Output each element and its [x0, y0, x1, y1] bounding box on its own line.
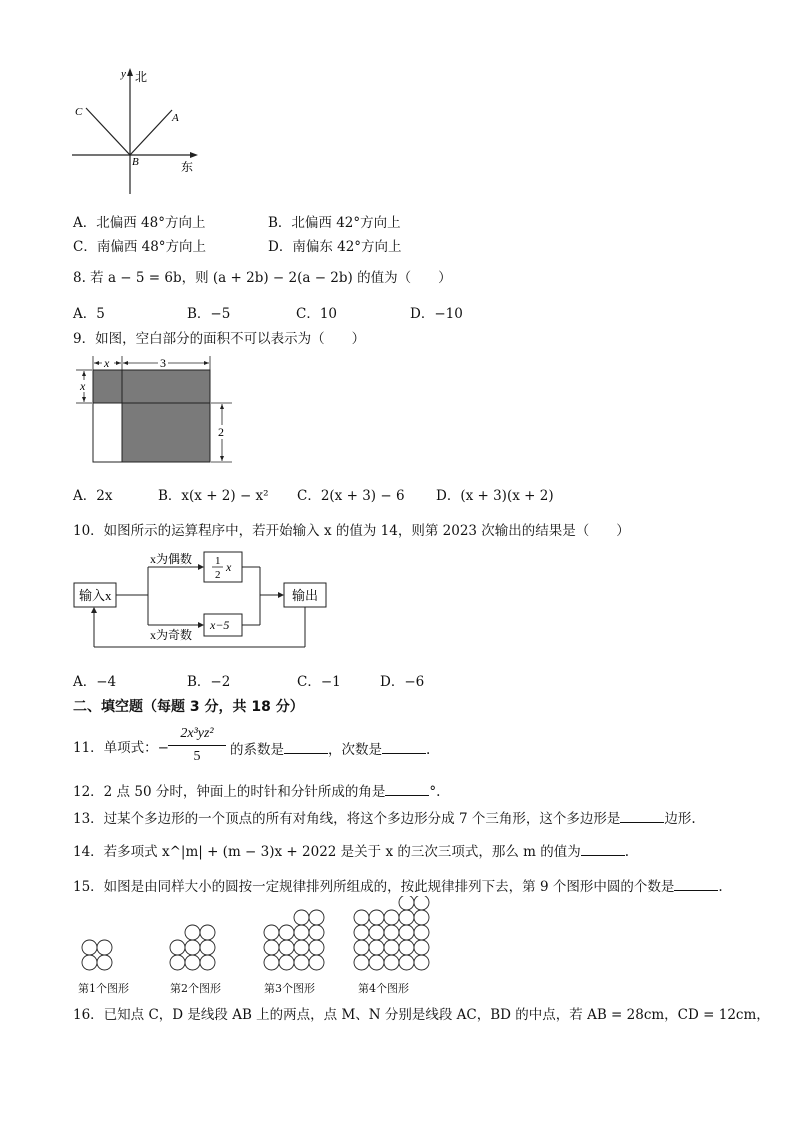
- point-c-label: C: [75, 106, 83, 118]
- q10-flowchart: [70, 545, 350, 650]
- pattern-circle: [264, 955, 279, 970]
- pattern-circle: [399, 896, 414, 910]
- q8-option-a[interactable]: A．5: [73, 306, 105, 322]
- q13: [73, 807, 696, 827]
- pattern-circle: [200, 940, 215, 955]
- point-b-label: B: [132, 156, 139, 168]
- q11-denominator: 5: [193, 749, 201, 764]
- pattern-circle: [369, 955, 384, 970]
- pattern-circle: [414, 896, 429, 910]
- q7-option-d[interactable]: D．南偏东 42°方向上: [268, 239, 402, 255]
- pattern-circle: [354, 925, 369, 940]
- q10-option-c[interactable]: C．−1: [297, 674, 341, 690]
- caption-3: 第3个图形: [264, 982, 315, 995]
- pattern-circle: [264, 925, 279, 940]
- section-title: 二、填空题（每题 3 分，共 18 分）: [73, 699, 304, 715]
- q12-blank[interactable]: [385, 783, 429, 796]
- dim-x-left: x: [80, 379, 86, 393]
- q11-prefix: 11．单项式：−: [73, 740, 169, 756]
- q14-blank[interactable]: [581, 843, 625, 856]
- pattern-circle: [369, 925, 384, 940]
- flow-odd: x为奇数: [150, 628, 193, 642]
- q7-option-c[interactable]: C．南偏西 48°方向上: [73, 239, 207, 255]
- pattern-circle: [309, 910, 324, 925]
- q9-option-d[interactable]: D．(x + 3)(x + 2): [436, 488, 554, 504]
- q9-stem: 9．如图，空白部分的面积不可以表示为（ ）: [73, 331, 366, 347]
- flow-input: 输入x: [79, 588, 112, 603]
- q13-end: 边形.: [664, 811, 696, 827]
- q9-figure: [70, 350, 240, 468]
- pattern-circle: [414, 925, 429, 940]
- flow-half-den: 2: [215, 569, 221, 581]
- q9-option-a[interactable]: A．2x: [73, 488, 113, 504]
- q15-text: 15．如图是由同样大小的圆按一定规律排列所组成的，按此规律排列下去，第 9 个图形中圆的个数是: [73, 879, 675, 895]
- pattern-circle: [294, 910, 309, 925]
- pattern-circle: [399, 910, 414, 925]
- q10-stem: 10．如图所示的运算程序中，若开始输入 x 的值为 14，则第 2023 次输出的结果是（ ）: [73, 523, 630, 539]
- pattern-circle: [309, 925, 324, 940]
- q11-numerator: 2x³yz²: [180, 726, 214, 741]
- pattern-circle: [200, 925, 215, 940]
- pattern-circle: [414, 955, 429, 970]
- pattern-circle: [170, 940, 185, 955]
- north-label: 北: [135, 70, 148, 84]
- q11-rest: [230, 738, 430, 758]
- pattern-circle: [309, 955, 324, 970]
- east-label: 东: [181, 160, 194, 174]
- q16-text: 16．已知点 C，D 是线段 AB 上的两点，点 M、N 分别是线段 AC，BD 的中点，若 AB = 28cm，CD = 12cm，: [73, 1007, 770, 1023]
- pattern-circle: [384, 925, 399, 940]
- pattern-circle: [185, 925, 200, 940]
- pattern-circle: [399, 940, 414, 955]
- q8-option-c[interactable]: C．10: [296, 306, 338, 322]
- pattern-circle: [294, 940, 309, 955]
- q14: [73, 840, 629, 860]
- pattern-1: [82, 940, 112, 970]
- point-a-label: A: [172, 112, 179, 124]
- q11-end: .: [426, 742, 431, 758]
- dim-two: 2: [218, 425, 224, 439]
- pattern-circle: [279, 955, 294, 970]
- flow-even: x为偶数: [150, 552, 193, 566]
- pattern-circle: [279, 940, 294, 955]
- pattern-circle: [384, 940, 399, 955]
- dim-x-top: x: [104, 356, 110, 370]
- pattern-circle: [354, 940, 369, 955]
- q12-end: °.: [429, 784, 441, 800]
- q7-option-b[interactable]: B．北偏西 42°方向上: [268, 215, 401, 231]
- q8-option-d[interactable]: D．−10: [410, 306, 463, 322]
- q8-stem: 8. 若 a − 5 = 6b，则 (a + 2b) − 2(a − 2b) 的值为（ ）: [73, 270, 452, 286]
- pattern-circle: [97, 940, 112, 955]
- pattern-circle: [414, 940, 429, 955]
- pattern-2: [170, 925, 215, 970]
- pattern-circle: [82, 940, 97, 955]
- q11-blank-2[interactable]: [382, 741, 426, 754]
- q10-option-d[interactable]: D．−6: [380, 674, 425, 690]
- pattern-circle: [170, 955, 185, 970]
- q9-option-b[interactable]: B．x(x + 2) − x²: [158, 488, 269, 504]
- pattern-circle: [309, 940, 324, 955]
- pattern-circle: [369, 910, 384, 925]
- pattern-circle: [384, 910, 399, 925]
- axis-y-label: y: [121, 68, 126, 80]
- pattern-circle: [294, 925, 309, 940]
- pattern-circle: [354, 955, 369, 970]
- q15-circle-patterns: [70, 896, 440, 976]
- q12-text: 12．2 点 50 分时，钟面上的时针和分针所成的角是: [73, 784, 386, 800]
- q11-mid2: ，次数是: [328, 742, 382, 758]
- flow-minus5: x−5: [210, 618, 230, 632]
- pattern-circle: [294, 955, 309, 970]
- q15: [73, 875, 723, 895]
- pattern-circle: [354, 910, 369, 925]
- q14-text: 14．若多项式 x^|m| + (m − 3)x + 2022 是关于 x 的三次三项式，那么 m 的值为: [73, 844, 581, 860]
- q10-option-b[interactable]: B．−2: [187, 674, 231, 690]
- q14-end: .: [624, 844, 630, 860]
- pattern-circle: [264, 940, 279, 955]
- q9-option-c[interactable]: C．2(x + 3) − 6: [297, 488, 405, 504]
- compass-figure: [60, 64, 210, 198]
- caption-2: 第2个图形: [170, 982, 221, 995]
- pattern-circle: [82, 955, 97, 970]
- pattern-circle: [185, 955, 200, 970]
- pattern-circle: [384, 955, 399, 970]
- q13-blank[interactable]: [620, 810, 664, 823]
- pattern-circle: [97, 955, 112, 970]
- pattern-3: [264, 910, 324, 970]
- dim-three: 3: [160, 356, 166, 370]
- pattern-circle: [399, 955, 414, 970]
- q11-mid: 的系数是: [230, 742, 284, 758]
- q8-option-b[interactable]: B．−5: [187, 306, 231, 322]
- q11-blank-1[interactable]: [284, 741, 328, 754]
- pattern-circle: [200, 955, 215, 970]
- caption-4: 第4个图形: [358, 982, 409, 995]
- q13-text: 13．过某个多边形的一个顶点的所有对角线，将这个多边形分成 7 个三角形，这个多边形是: [73, 811, 621, 827]
- flow-half-num: 1: [215, 555, 221, 567]
- pattern-circle: [414, 910, 429, 925]
- pattern-4: [354, 896, 429, 970]
- flow-output: 输出: [292, 588, 319, 603]
- flow-half-x: x: [226, 560, 232, 574]
- q7-option-a[interactable]: A．北偏西 48°方向上: [73, 215, 206, 231]
- caption-1: 第1个图形: [78, 982, 129, 995]
- pattern-circle: [279, 925, 294, 940]
- pattern-circle: [185, 940, 200, 955]
- pattern-circle: [369, 940, 384, 955]
- pattern-circle: [399, 925, 414, 940]
- q15-end: .: [718, 879, 723, 895]
- q11-fraction-bar: [168, 745, 226, 746]
- q15-blank[interactable]: [674, 878, 718, 891]
- q12: [73, 780, 440, 800]
- q10-option-a[interactable]: A．−4: [73, 674, 117, 690]
